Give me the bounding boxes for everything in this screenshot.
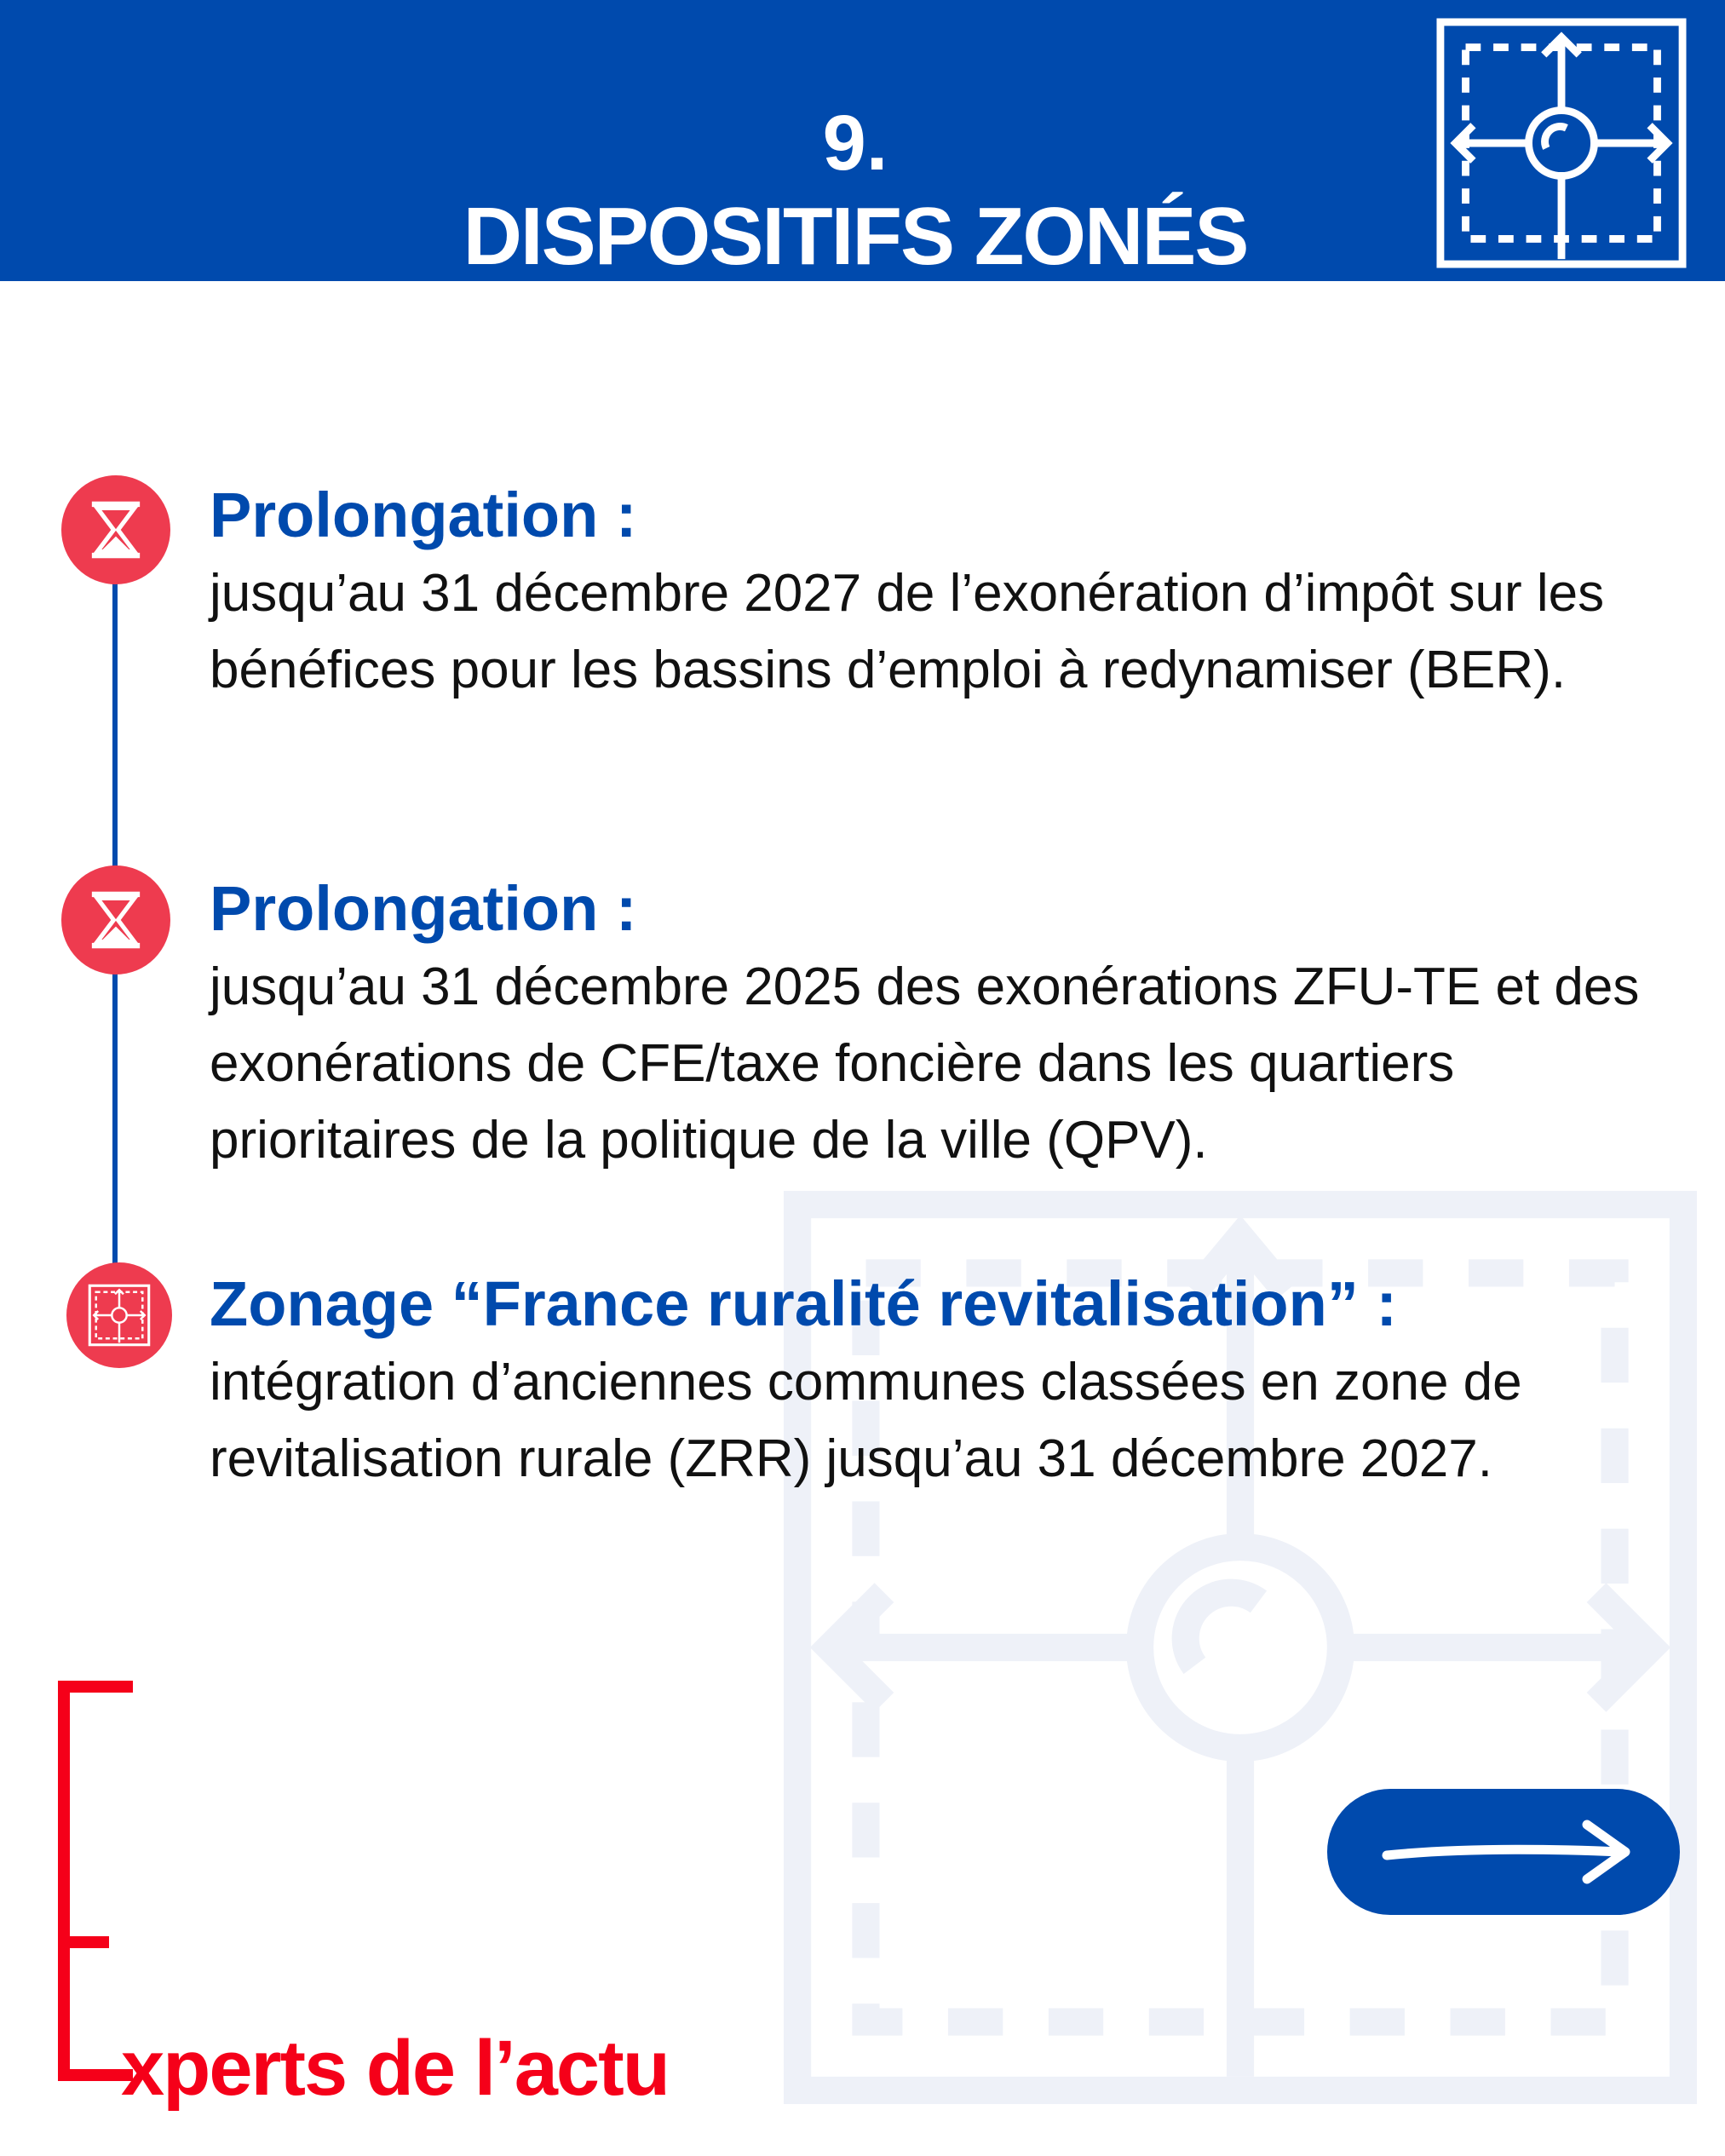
hourglass-icon	[61, 865, 170, 975]
next-button[interactable]	[1327, 1789, 1680, 1915]
section-title: DISPOSITIFS ZONÉS	[463, 191, 1248, 282]
arrow-right-icon	[1327, 1789, 1680, 1915]
brand-text: xperts de l’actu	[121, 2025, 669, 2112]
section-number: 9.	[822, 100, 888, 187]
roundabout-icon	[1435, 17, 1688, 269]
hourglass-icon	[61, 475, 170, 584]
item-text: intégration d’anciennes communes classées en zone de revitalisation rurale (ZRR) jusqu’au 31 décembre 2027.	[210, 1353, 1522, 1488]
list-item	[210, 871, 1658, 1179]
item-text: jusqu’au 31 décembre 2025 des exonérations ZFU-TE et des exonérations de CFE/taxe foncière dans les quartiers prioritaires de la politique de la ville (QPV).	[210, 957, 1640, 1170]
list-item	[210, 1266, 1658, 1498]
experts-bracket-logo	[58, 1681, 135, 2081]
item-title: Zonage “France ruralité revitalisation” :	[210, 1268, 1398, 1339]
list-item	[210, 477, 1658, 709]
item-title: Prolongation :	[210, 873, 637, 944]
roundabout-icon	[66, 1262, 172, 1368]
item-title: Prolongation :	[210, 480, 637, 550]
header-banner	[0, 0, 1725, 281]
item-text: jusqu’au 31 décembre 2027 de l’exonération d’impôt sur les bénéfices pour les bassins d’emploi à redynamiser (BER).	[210, 564, 1605, 699]
